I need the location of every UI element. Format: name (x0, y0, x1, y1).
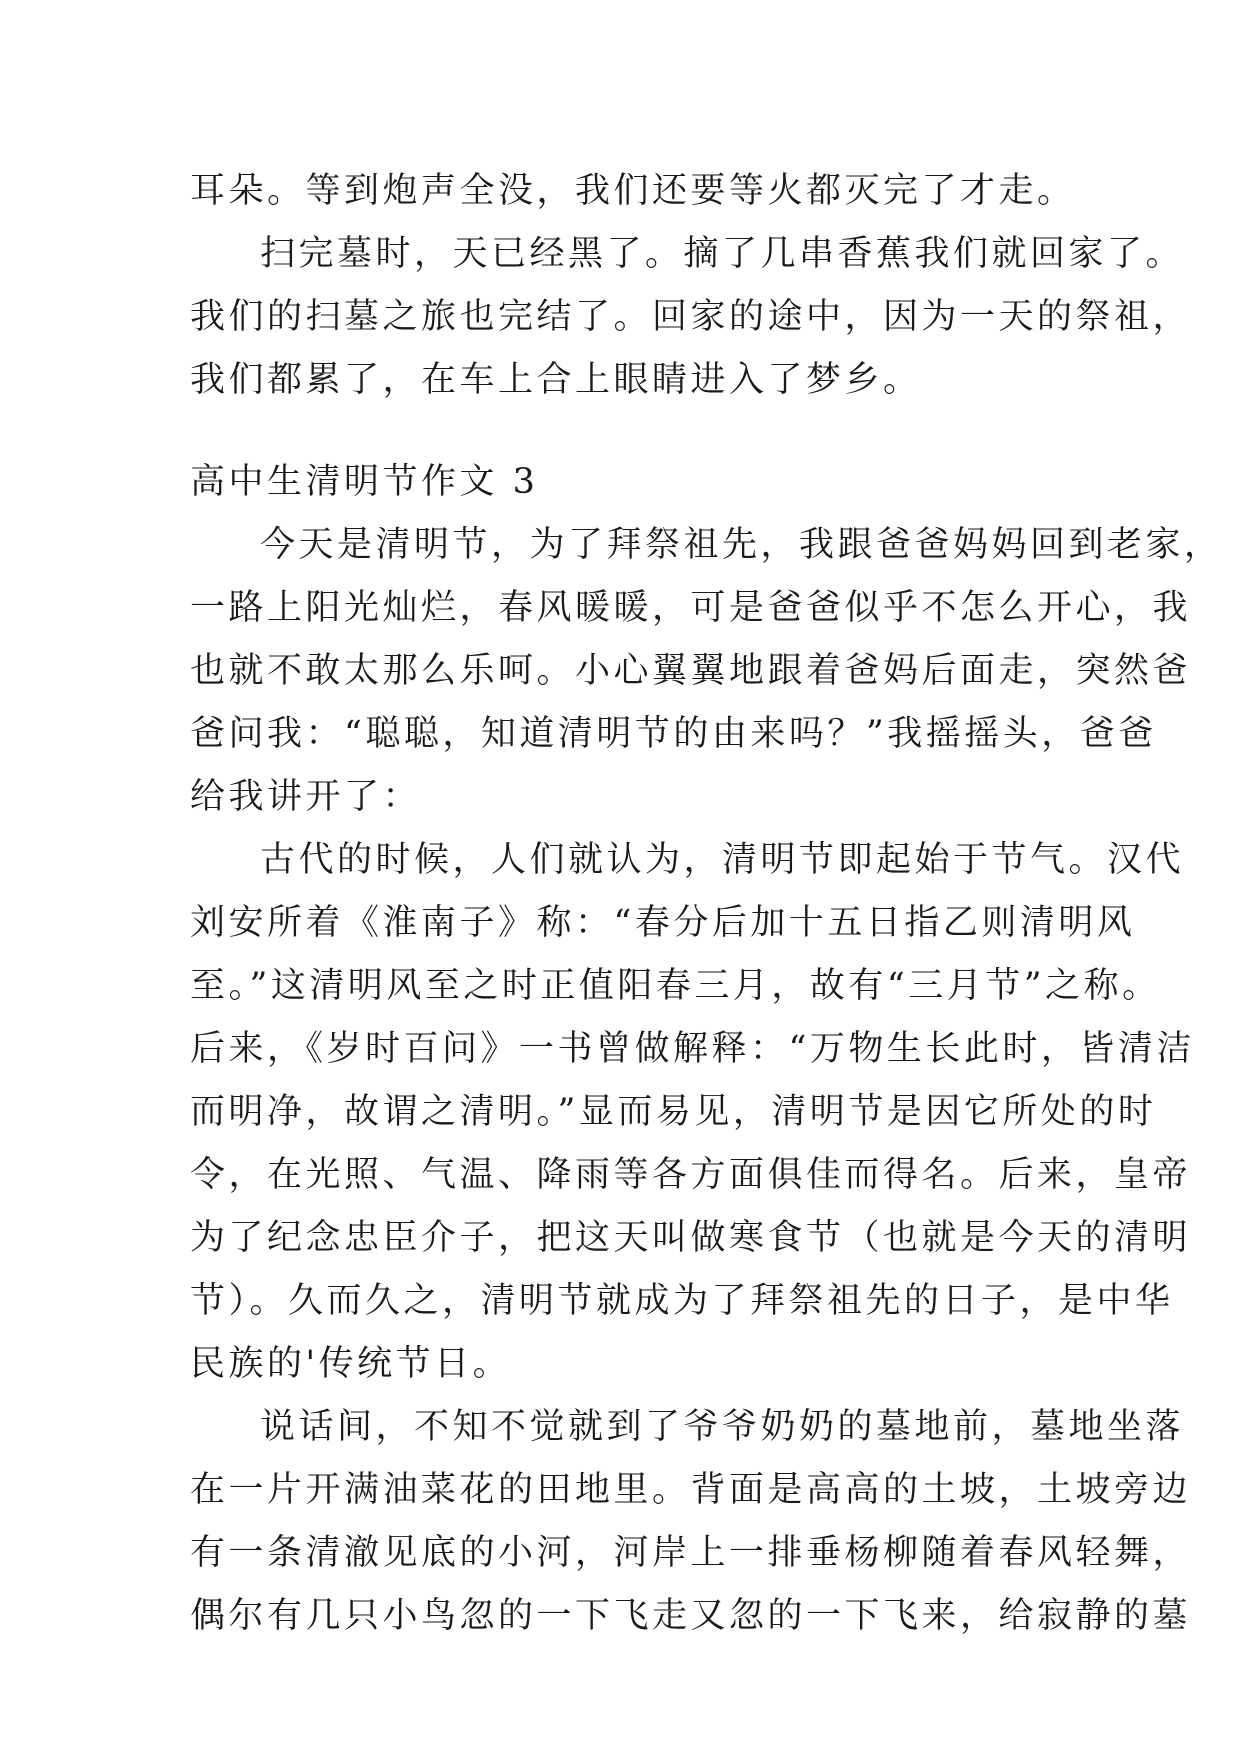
text-line: 也就不敢太那么乐呵。小心翼翼地跟着爸妈后面走，突然爸 (190, 651, 1192, 691)
text-line: 令，在光照、气温、降雨等各方面俱佳而得名。后来，皇帝 (190, 1155, 1192, 1195)
text-line: 刘安所着《淮南子》称：“春分后加十五日指乙则清明风 (190, 903, 1136, 943)
text-line: 在一片开满油菜花的田地里。背面是高高的土坡，土坡旁边 (190, 1470, 1192, 1510)
text-line: 民族的'传统节日。 (190, 1344, 512, 1384)
text-line: 节）。久而久之，清明节就成为了拜祭祖先的日子，是中华 (190, 1281, 1174, 1321)
text-line: 一路上阳光灿烂，春风暖暖，可是爸爸似乎不怎么开心，我 (190, 588, 1192, 628)
text-line: 我们的扫墓之旅也完结了。回家的途中，因为一天的祭祖， (190, 297, 1192, 337)
text-line: 为了纪念忠臣介子，把这天叫做寒食节（也就是今天的清明 (190, 1218, 1192, 1258)
continuation-paragraph (190, 160, 1076, 223)
heading-text: 高中生清明节作文 3 (190, 462, 539, 502)
text-line: 爸问我：“聪聪，知道清明节的由来吗？”我摇摇头，爸爸 (190, 714, 1157, 754)
text-line: 偶尔有几只小鸟忽的一下飞走又忽的一下飞来，给寂静的墓 (190, 1596, 1192, 1636)
document-body (190, 160, 1223, 1648)
body-paragraph (190, 514, 1223, 829)
body-paragraph (190, 223, 1192, 412)
text-line: 今天是清明节，为了拜祭祖先，我跟爸爸妈妈回到老家， (260, 525, 1223, 565)
text-line: 给我讲开了： (190, 777, 422, 817)
text-line: 而明净，故谓之清明。”显而易见，清明节是因它所处的时 (190, 1092, 1157, 1132)
text-line: 扫完墓时，天已经黑了。摘了几串香蕉我们就回家了。 (260, 234, 1185, 274)
text-line: 耳朵。等到炮声全没，我们还要等火都灭完了才走。 (190, 171, 1076, 211)
text-line: 至。”这清明风至之时正值阳春三月，故有“三月节”之称。 (190, 966, 1161, 1006)
text-line: 有一条清澈见底的小河，河岸上一排垂杨柳随着春风轻舞， (190, 1533, 1192, 1573)
section-heading (190, 451, 1070, 514)
text-line: 后来，《岁时百问》一书曾做解释：“万物生长此时，皆清洁 (190, 1029, 1195, 1069)
body-paragraph (190, 829, 1195, 1396)
body-paragraph (190, 1396, 1192, 1648)
text-line: 说话间，不知不觉就到了爷爷奶奶的墓地前，墓地坐落 (260, 1407, 1185, 1447)
text-line: 古代的时候，人们就认为，清明节即起始于节气。汉代 (260, 840, 1185, 880)
text-line: 我们都累了，在车上合上眼睛进入了梦乡。 (190, 360, 922, 400)
